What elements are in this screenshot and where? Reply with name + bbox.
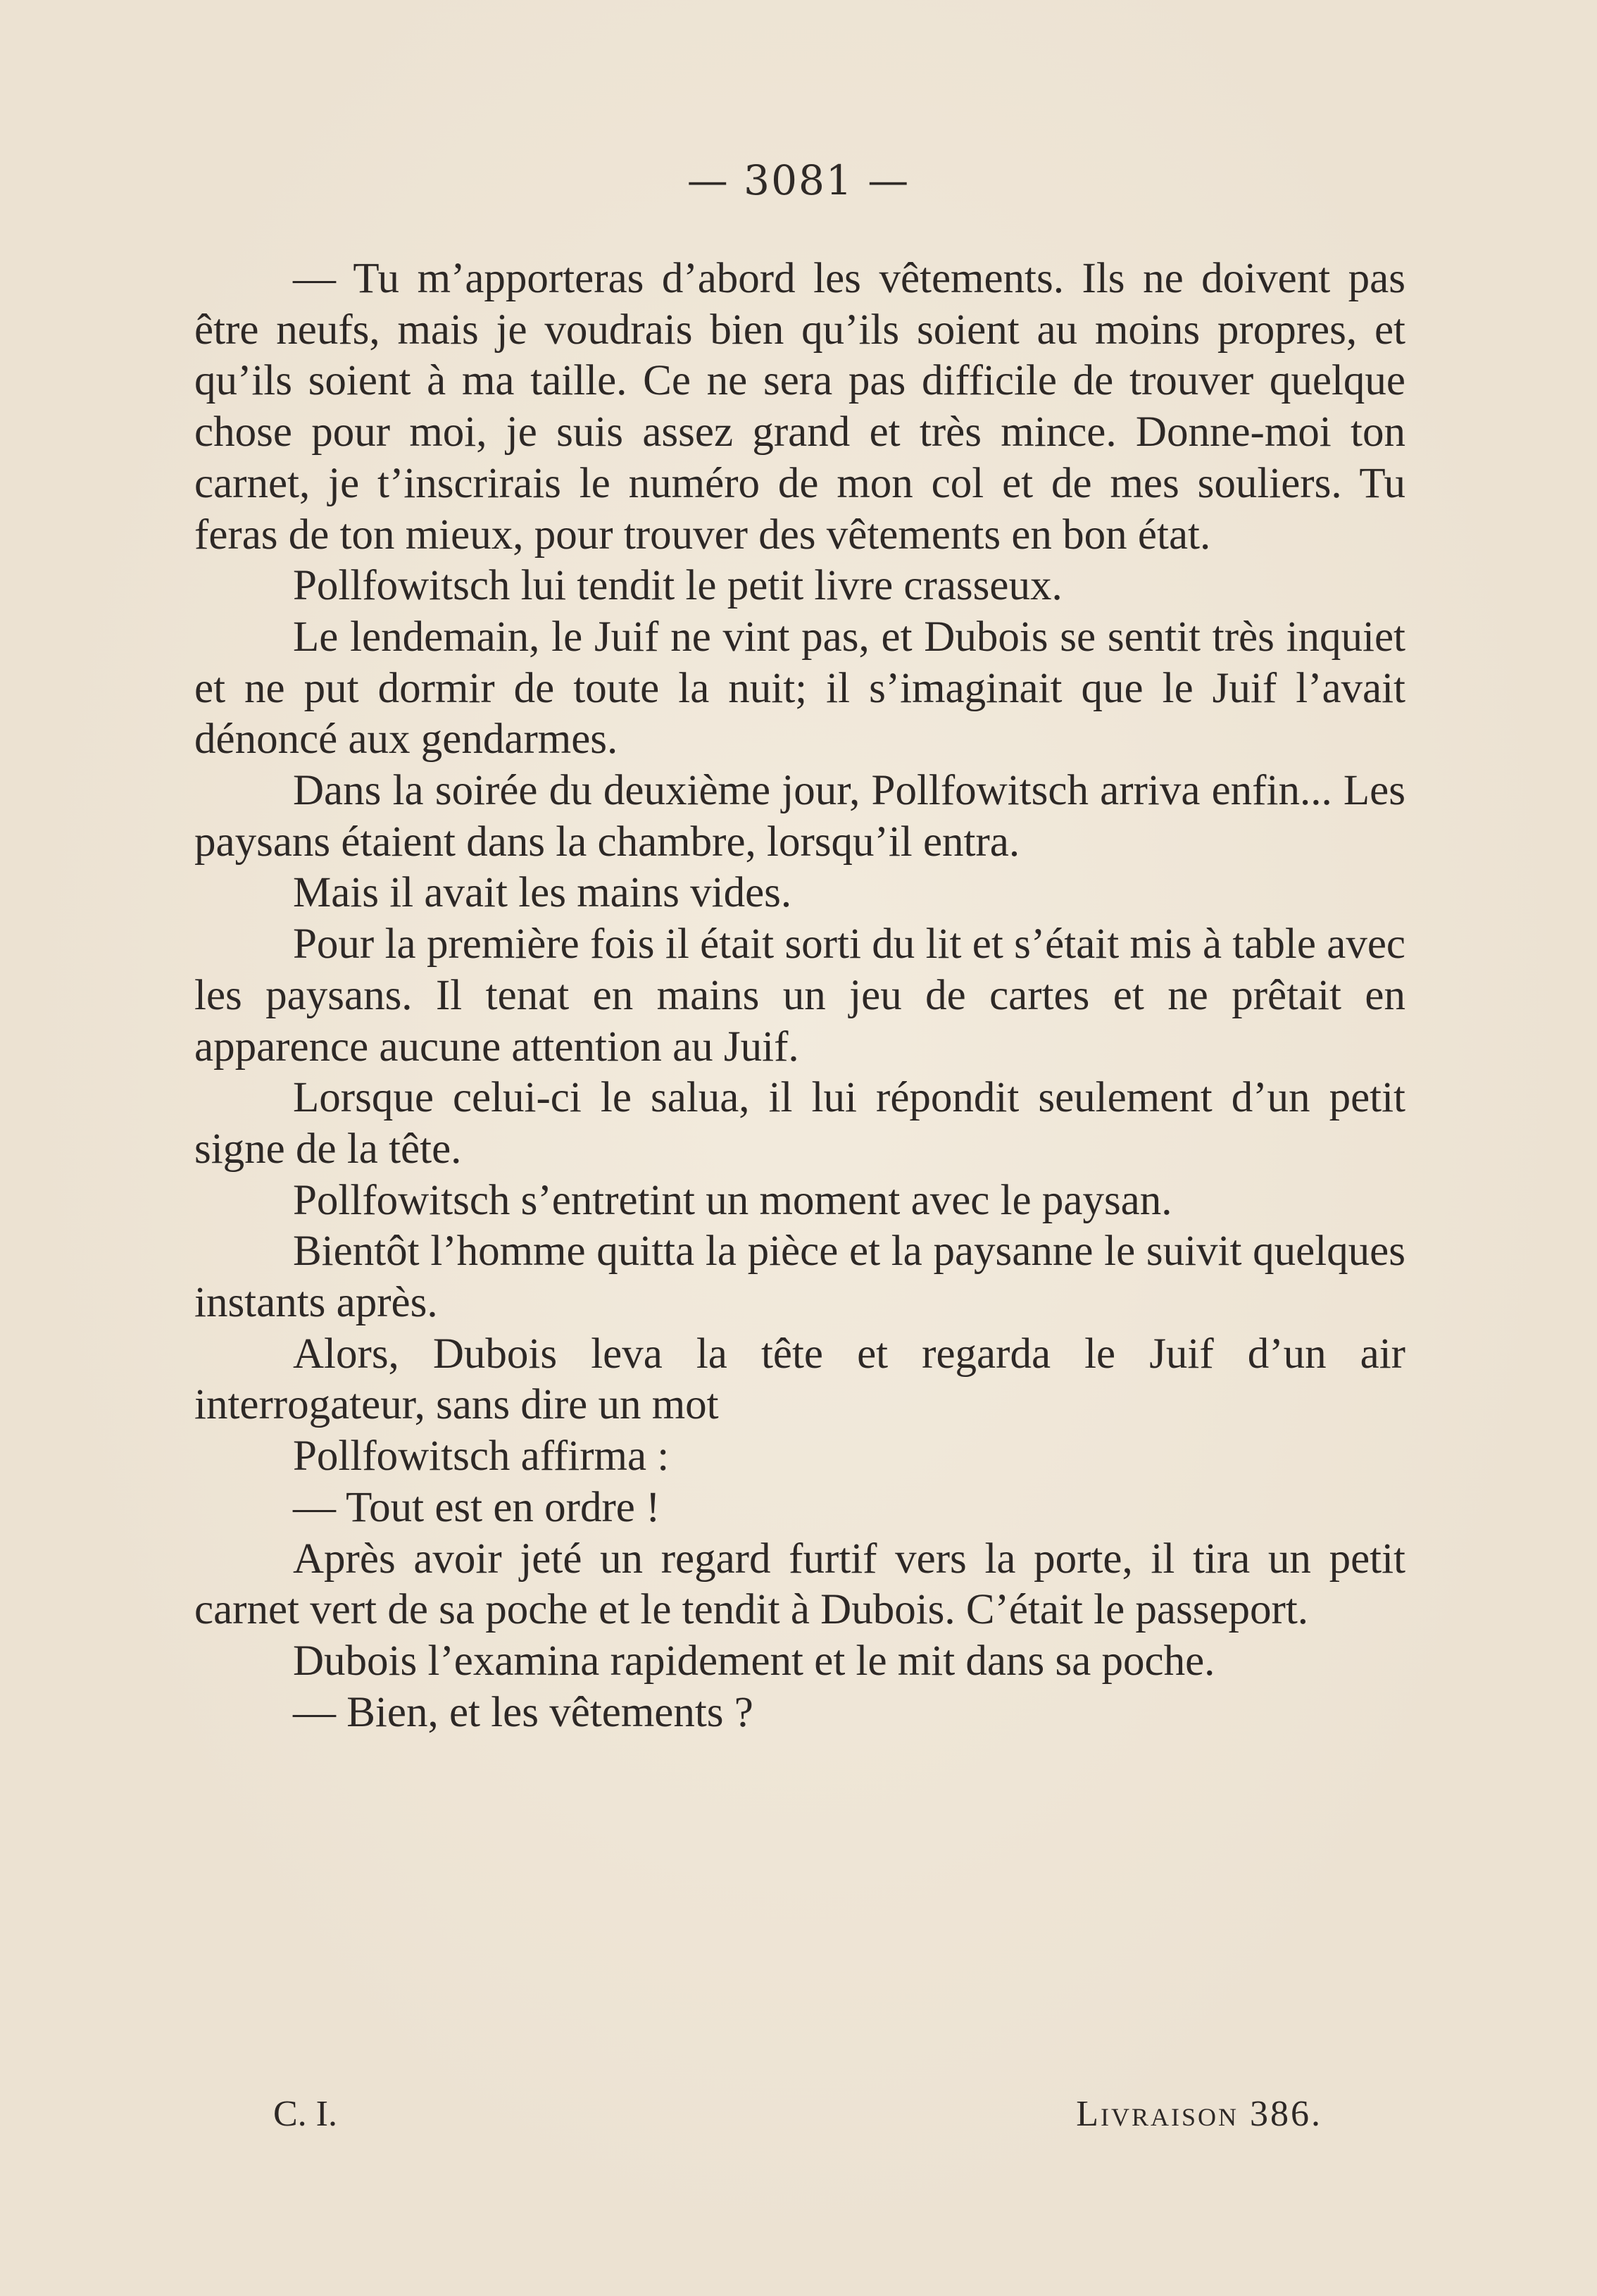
paragraph: Pollfowitsch s’entretint un moment avec le paysan. bbox=[293, 1176, 1172, 1224]
paragraph: Pour la première fois il était sorti du lit et s’était mis à table avec les paysans. Il tenat en mains un jeu de cartes et ne prêtait en apparence aucune attention au Juif. bbox=[194, 921, 1405, 1071]
paragraph: Mais il avait les mains vides. bbox=[293, 869, 792, 917]
paragraph: Alors, Dubois leva la tête et regarda le Juif d’un air interrogateur, sans dire un mot bbox=[194, 1330, 1405, 1429]
paragraph: Lorsque celui-ci le salua, il lui répondit seulement d’un petit signe de la tête. bbox=[194, 1074, 1405, 1173]
footer-livraison: Livraison 386. bbox=[1076, 2094, 1322, 2134]
paragraph: — Tu m’apporteras d’abord les vêtements. Ils ne doivent pas être neufs, mais je voudrais bien qu’ils soient au moins propres, et qu’ils soient à ma taille. Ce ne sera pas difficile de trouver quelque chose pour moi, je suis assez grand et très mince. Donne-moi ton carnet, je t’inscrirais le numéro de mon col et de mes souliers. Tu feras de ton mieux, pour trouver des vêtements en bon état. bbox=[194, 255, 1405, 559]
paragraph: Pollfowitsch affirma : bbox=[293, 1433, 670, 1480]
paragraph: Après avoir jeté un regard furtif vers la porte, il tira un petit carnet vert de sa poche et le tendit à Dubois. C’était le passeport. bbox=[194, 1535, 1405, 1634]
paragraph: Dubois l’examina rapidement et le mit dans sa poche. bbox=[293, 1637, 1215, 1685]
paragraph: Pollfowitsch lui tendit le petit livre crasseux. bbox=[293, 562, 1063, 610]
paragraph: — Bien, et les vêtements ? bbox=[293, 1688, 753, 1736]
paragraph: Bientôt l’homme quitta la pièce et la paysanne le suivit quelques instants après. bbox=[194, 1228, 1405, 1327]
paragraph: — Tout est en ordre ! bbox=[293, 1483, 660, 1531]
paragraph: Le lendemain, le Juif ne vint pas, et Dubois se sentit très inquiet et ne put dormir de toute la nuit; il s’imaginait que le Juif l’avait dénoncé aux gendarmes. bbox=[194, 613, 1405, 763]
page-number-header: — 3081 — bbox=[687, 156, 910, 204]
paragraph: Dans la soirée du deuxième jour, Pollfowitsch arriva enfin... Les paysans étaient dans la chambre, lorsqu’il entra. bbox=[194, 767, 1405, 866]
body-text bbox=[194, 254, 1405, 1738]
footer-signature-mark: C. I. bbox=[273, 2094, 337, 2134]
